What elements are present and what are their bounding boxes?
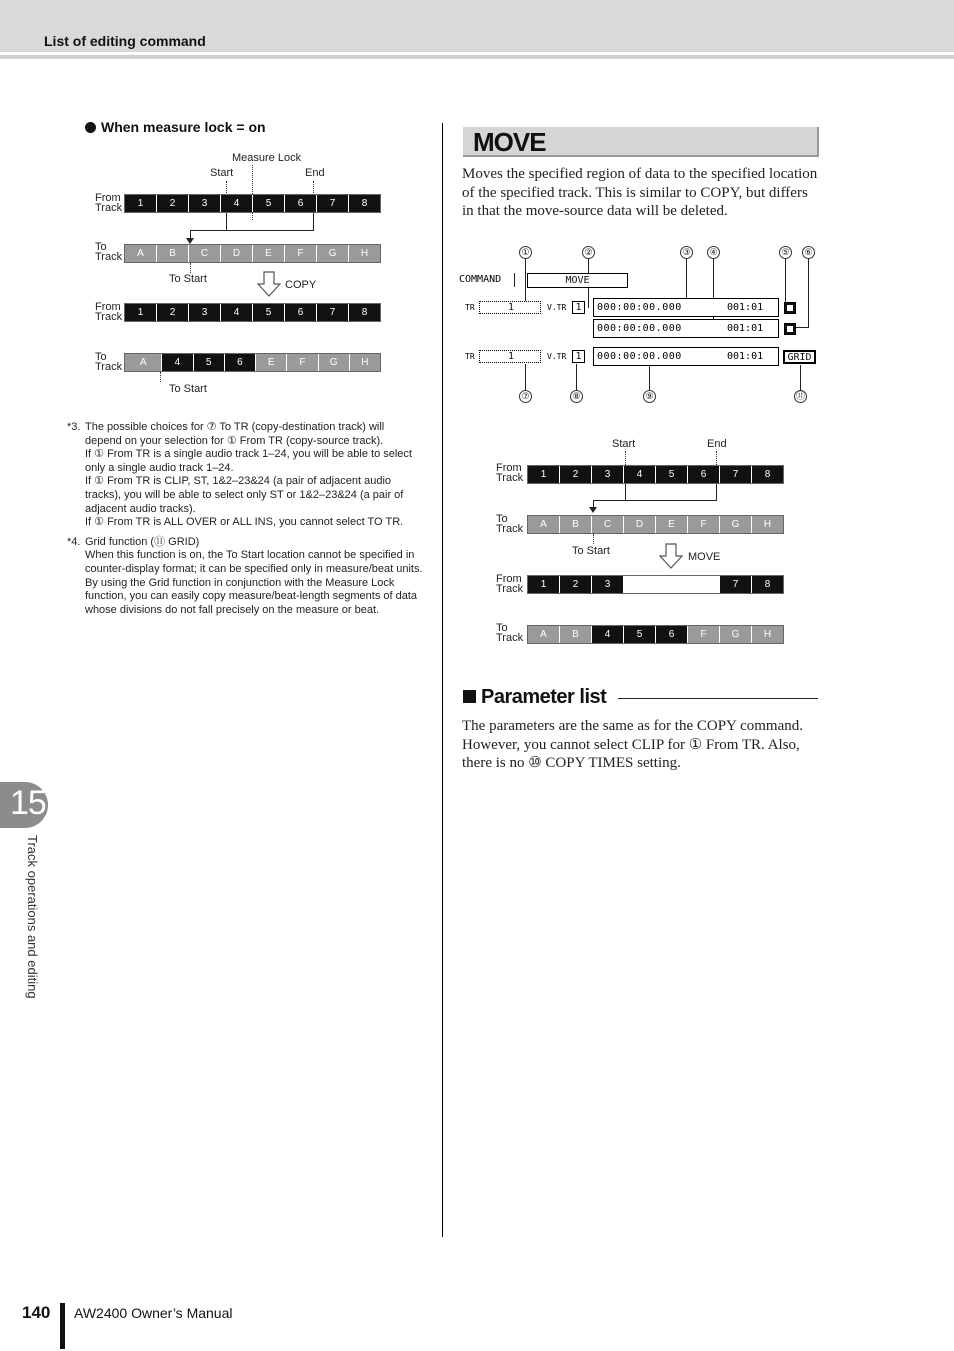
- track-cell: 7: [720, 576, 752, 593]
- move-arrow-icon: [659, 543, 683, 569]
- callout-7: ⑦: [519, 390, 532, 403]
- track-cell: A: [528, 626, 560, 643]
- callout-4: ④: [707, 246, 720, 259]
- callout-leader: [649, 366, 650, 390]
- track-cell: A: [125, 354, 162, 371]
- to-start-label: To Start: [169, 383, 207, 395]
- bracket-line: [625, 484, 626, 500]
- header-rule: [0, 55, 954, 59]
- footnote-mark: *3.: [67, 421, 81, 433]
- footnote-line: If ① From TR is CLIP, ST, 1&2–23&24 (a pair of adjacent audio tracks), you will be able to select only ST or 1&2–23&24 (a pair of adjacent audio tracks).: [85, 475, 404, 515]
- track-cell: G: [720, 516, 752, 533]
- track-cell: H: [350, 354, 380, 371]
- arrow-down-icon: [589, 507, 597, 513]
- track-row-from-1: [124, 194, 381, 213]
- stop-icon[interactable]: [784, 302, 796, 314]
- track-cell: 6: [285, 195, 317, 212]
- from-vtr-field[interactable]: 1: [572, 301, 585, 314]
- track-cell: G: [319, 354, 350, 371]
- to-tr-field[interactable]: 1: [479, 350, 541, 363]
- from-tr-field[interactable]: 1: [479, 301, 541, 314]
- callout-leader: [576, 364, 577, 390]
- to-start-meas-field[interactable]: 001:01: [727, 351, 764, 362]
- callout-11: ⑪: [795, 391, 805, 401]
- track-cell: 3: [592, 466, 624, 483]
- to-vtr-field[interactable]: 1: [572, 350, 585, 363]
- track-cell: [624, 576, 656, 593]
- footnote-line: If ① From TR is ALL OVER or ALL INS, you cannot select TO TR.: [85, 516, 404, 529]
- vtr-label: V.TR: [547, 352, 567, 361]
- callout-leader: [525, 364, 526, 390]
- end-label: End: [305, 167, 325, 179]
- footnote-line: Grid function (⑪ GRID): [85, 535, 200, 548]
- move-title-box: [463, 127, 819, 157]
- to-start-line: [190, 263, 191, 273]
- copy-arrow-icon: [257, 271, 281, 297]
- footnote-line: If ① From TR is a single audio track 1–24, you will be able to select only a single audio track 1–24.: [85, 448, 412, 474]
- track-cell: 5: [194, 354, 225, 371]
- callout-leader: [785, 259, 786, 308]
- track-cell: 8: [752, 576, 783, 593]
- lcd-rule: [514, 273, 515, 287]
- track-cell: 2: [560, 576, 592, 593]
- track-cell: 7: [317, 195, 349, 212]
- move-label: MOVE: [688, 551, 721, 563]
- callout-leader: [800, 365, 801, 390]
- square-bullet-icon: [463, 690, 476, 703]
- callout-5: ⑤: [779, 246, 792, 259]
- track-cell: 5: [656, 466, 688, 483]
- callout-8: ⑧: [570, 390, 583, 403]
- track-cell: A: [125, 245, 157, 262]
- from-track-label: From Track: [95, 301, 123, 323]
- chapter-number: 15: [10, 784, 46, 822]
- track-cell: 6: [225, 354, 256, 371]
- to-start-time-field[interactable]: 000:00:00.000: [597, 351, 682, 362]
- start-time-field[interactable]: 000:00:00.000: [597, 302, 682, 313]
- start-label: Start: [210, 167, 234, 179]
- track-cell: 4: [624, 466, 656, 483]
- callout-2: ②: [582, 246, 595, 259]
- track-cell: 1: [125, 304, 157, 321]
- copy-label: COPY: [285, 279, 317, 291]
- track-cell: D: [221, 245, 253, 262]
- footnote: [67, 421, 423, 530]
- track-cell: 8: [752, 466, 783, 483]
- track-cell: F: [285, 245, 317, 262]
- to-start-line: [593, 534, 594, 544]
- measure-lock-label: Measure Lock: [232, 152, 302, 164]
- to-track-label: To Track: [95, 351, 123, 373]
- end-meas-field[interactable]: 001:01: [727, 323, 764, 334]
- track-cell: D: [624, 516, 656, 533]
- track-cell: 3: [592, 576, 624, 593]
- track-cell: E: [656, 516, 688, 533]
- page-number: 140: [22, 1303, 51, 1322]
- header-title: List of editing command: [44, 33, 206, 49]
- manual-title: AW2400 Owner’s Manual: [74, 1305, 233, 1321]
- track-cell: B: [560, 516, 592, 533]
- footnote-line: By using the Grid function in conjunction with the Measure Lock function, you can easily copy measure/beat-length segments of data whose divisions do not fall precisely on the measure or beat.: [85, 576, 418, 616]
- track-cell: C: [592, 516, 624, 533]
- track-cell: 4: [592, 626, 624, 643]
- track-row-to-2: [124, 353, 381, 372]
- bullet-icon: [85, 122, 96, 133]
- command-label: COMMAND: [459, 274, 502, 285]
- track-cell: F: [287, 354, 318, 371]
- footnote-mark: *4.: [67, 535, 81, 548]
- track-cell: E: [256, 354, 287, 371]
- footnote-line: When this function is on, the To Start location cannot be specified in counter-display format; it can be specified only in measure/beat units.: [85, 549, 423, 575]
- track-cell: H: [752, 516, 783, 533]
- callout-leader: [686, 259, 687, 303]
- track-cell: 4: [162, 354, 193, 371]
- track-cell: 2: [157, 195, 189, 212]
- track-cell: 1: [125, 195, 157, 212]
- track-cell: 6: [688, 466, 720, 483]
- from-track-label: From Track: [95, 192, 123, 214]
- callout-6: ⑥: [802, 246, 815, 259]
- section-title: When measure lock = on: [85, 119, 266, 135]
- track-cell: 8: [349, 304, 380, 321]
- track-cell: 3: [189, 195, 221, 212]
- move-track-row-to-1: [527, 515, 784, 534]
- track-cell: B: [157, 245, 189, 262]
- footnote: [67, 536, 423, 618]
- end-label: End: [707, 438, 727, 450]
- move-track-row-from-2: [527, 575, 784, 594]
- end-time-field[interactable]: 000:00:00.000: [597, 323, 682, 334]
- track-cell: B: [560, 626, 592, 643]
- track-cell: 3: [189, 304, 221, 321]
- stop-icon[interactable]: [784, 323, 796, 335]
- footnote-line: The possible choices for ⑦ To TR (copy-destination track) will depend on your selection for ① From TR (copy-source track).: [85, 421, 385, 447]
- track-cell: G: [317, 245, 349, 262]
- track-row-from-2: [124, 303, 381, 322]
- track-cell: 1: [528, 576, 560, 593]
- callout-leader: [808, 259, 809, 327]
- track-cell: 4: [221, 304, 253, 321]
- command-value-field[interactable]: MOVE: [527, 273, 628, 288]
- track-cell: 5: [253, 304, 285, 321]
- track-cell: 2: [157, 304, 189, 321]
- footnotes: [67, 421, 423, 617]
- start-meas-field[interactable]: 001:01: [727, 302, 764, 313]
- track-cell: 2: [560, 466, 592, 483]
- track-row-to-1: [124, 244, 381, 263]
- to-track-label: To Track: [496, 622, 524, 644]
- from-track-label: From Track: [496, 573, 524, 595]
- parameter-list-heading: Parameter list: [463, 686, 606, 709]
- track-cell: H: [752, 626, 783, 643]
- track-cell: A: [528, 516, 560, 533]
- to-track-label: To Track: [496, 513, 524, 535]
- bracket-line: [226, 213, 227, 231]
- tr-label: TR: [465, 303, 475, 312]
- track-cell: F: [688, 516, 720, 533]
- column-divider: [442, 123, 443, 1237]
- track-cell: C: [189, 245, 221, 262]
- callout-9: ⑨: [643, 390, 656, 403]
- vtr-label: V.TR: [547, 303, 567, 312]
- track-cell: 7: [720, 466, 752, 483]
- track-cell: E: [253, 245, 285, 262]
- to-start-label: To Start: [572, 545, 610, 557]
- track-cell: 5: [624, 626, 656, 643]
- track-cell: 5: [253, 195, 285, 212]
- track-cell: [656, 576, 688, 593]
- chapter-side-title: Track operations and editing: [25, 835, 40, 999]
- track-cell: 6: [285, 304, 317, 321]
- track-cell: H: [349, 245, 380, 262]
- bracket-line: [190, 230, 314, 231]
- bracket-line: [313, 213, 314, 231]
- track-cell: 8: [349, 195, 380, 212]
- move-description: Moves the specified region of data to the specified location of the specified track. This is similar to COPY, but differs in that the move-source data will be deleted.: [462, 166, 818, 220]
- bracket-line: [716, 484, 717, 500]
- parameter-description: The parameters are the same as for the COPY command. However, you cannot select CLIP for ① From TR. Also, there is no ⑩ COPY TIMES setting.: [462, 718, 803, 772]
- callout-1: ①: [519, 246, 532, 259]
- callout-leader: [525, 259, 526, 303]
- from-track-label: From Track: [496, 462, 524, 484]
- heading-rule: [618, 698, 818, 699]
- move-track-row-to-2: [527, 625, 784, 644]
- track-cell: [688, 576, 720, 593]
- to-start-label: To Start: [169, 273, 207, 285]
- footer-bar: [60, 1303, 65, 1349]
- bracket-line: [593, 500, 717, 501]
- track-cell: F: [688, 626, 720, 643]
- callout-leader: [796, 327, 809, 328]
- tr-label: TR: [465, 352, 475, 361]
- callout-3: ③: [680, 246, 693, 259]
- track-cell: 4: [221, 195, 253, 212]
- move-track-row-from-1: [527, 465, 784, 484]
- start-label: Start: [612, 438, 636, 450]
- to-start-line: [160, 372, 161, 382]
- track-cell: G: [720, 626, 752, 643]
- track-cell: 7: [317, 304, 349, 321]
- grid-button[interactable]: GRID: [783, 350, 816, 364]
- to-track-label: To Track: [95, 241, 123, 263]
- track-cell: 1: [528, 466, 560, 483]
- move-title: MOVE: [473, 127, 546, 157]
- track-cell: 6: [656, 626, 688, 643]
